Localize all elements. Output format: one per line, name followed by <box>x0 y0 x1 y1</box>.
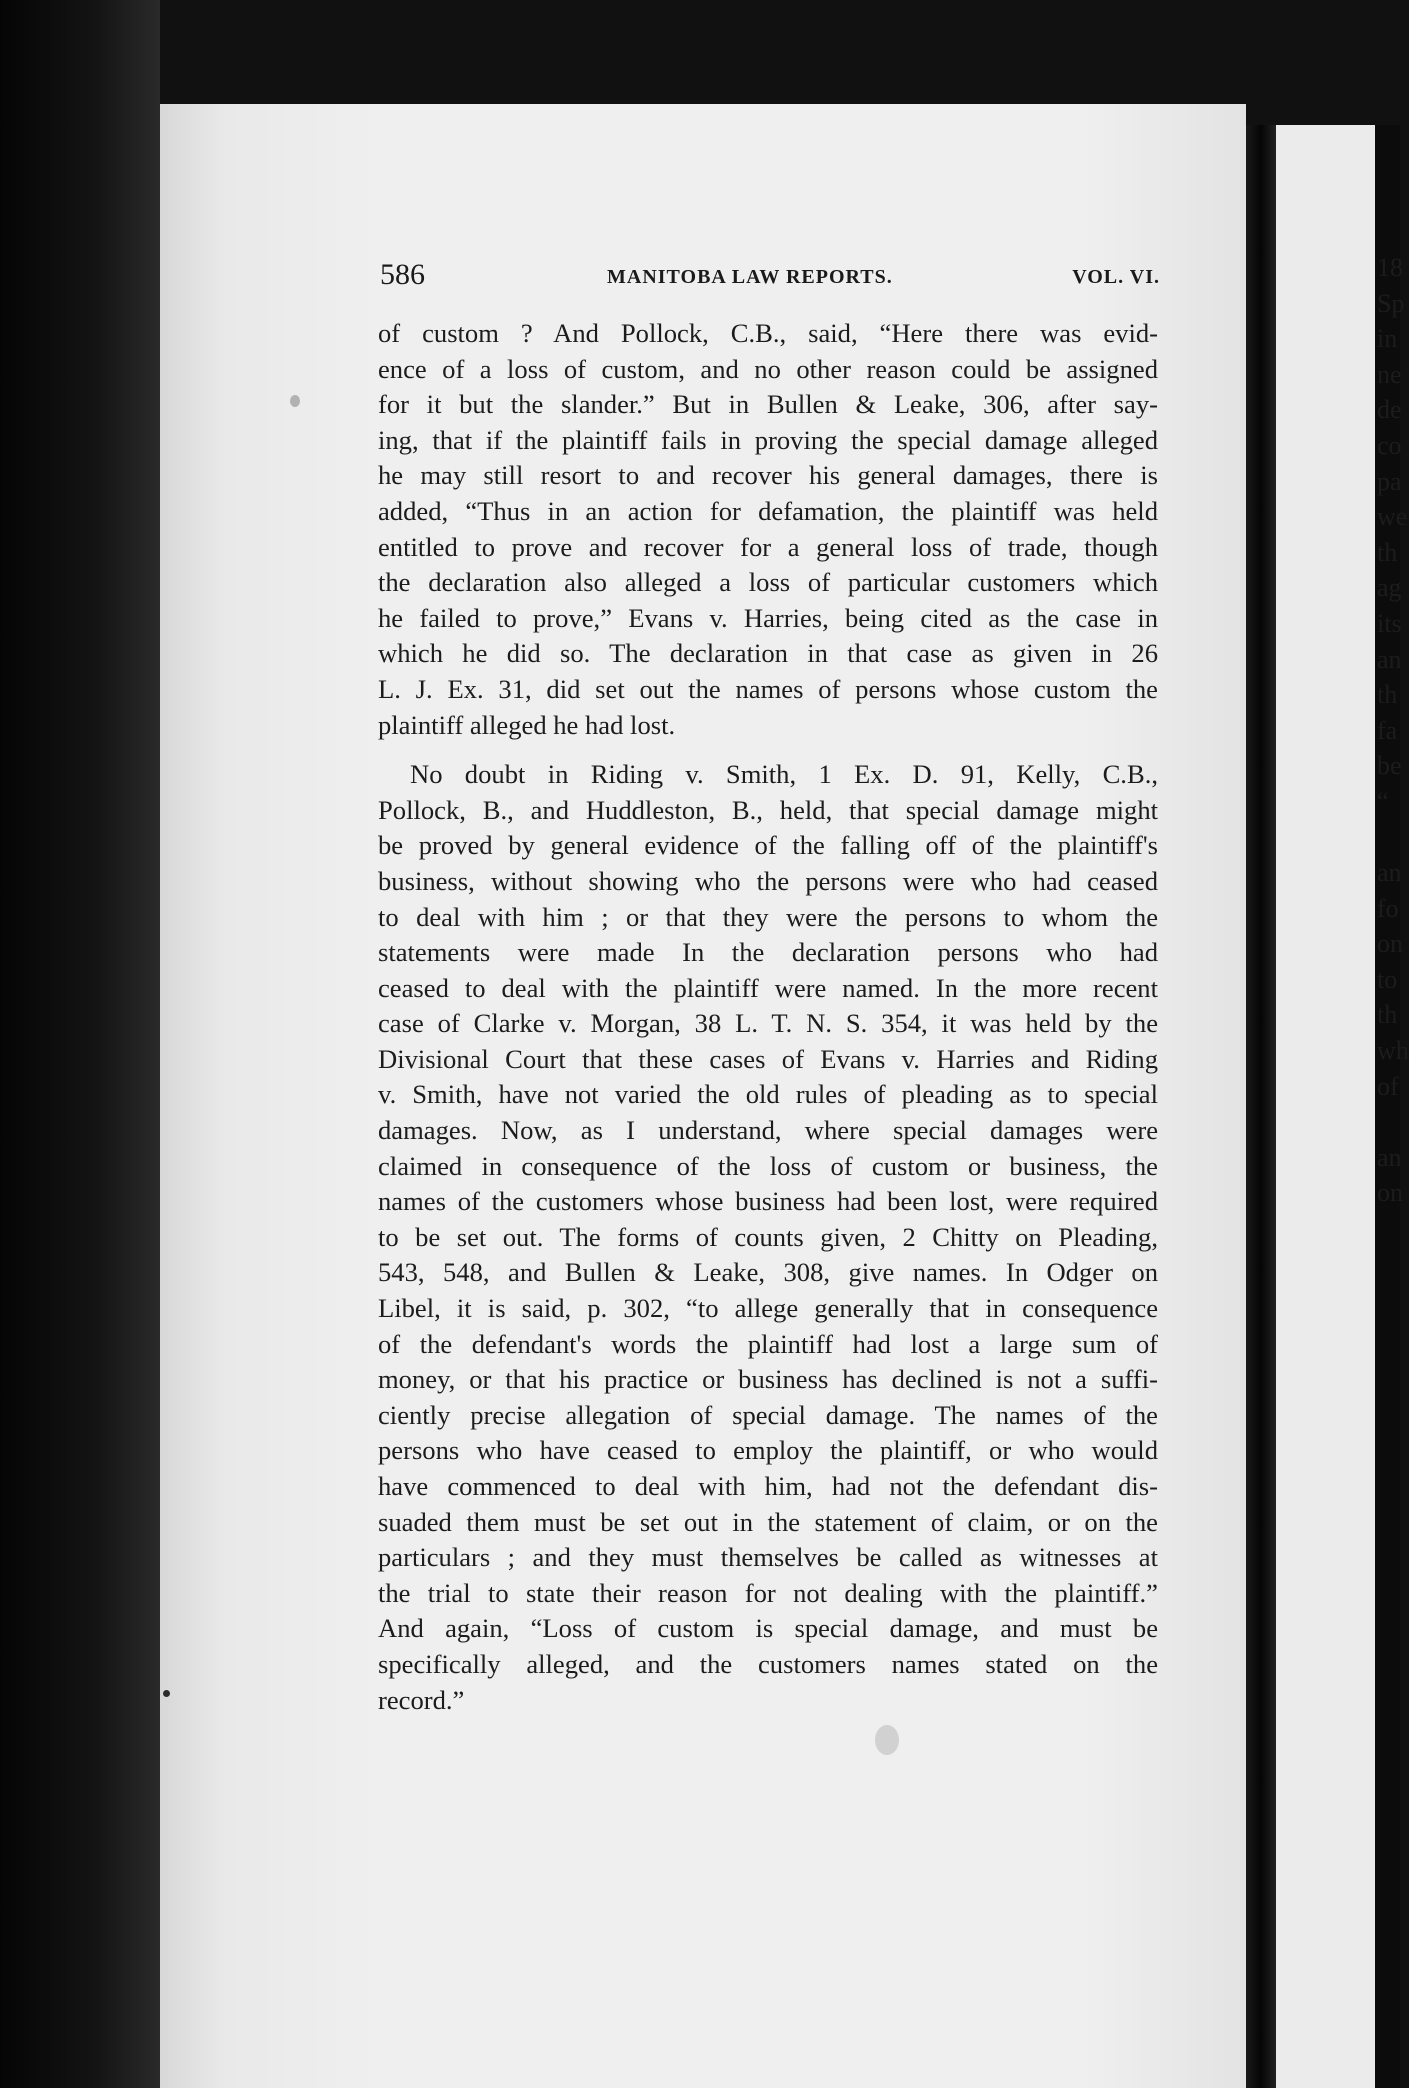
facing-page-text <box>1377 250 1407 1211</box>
text-line: specifically alleged, and the customers names stated on the <box>378 1648 1158 1679</box>
paragraph-gap <box>378 743 1158 757</box>
text-line: damages. Now, as I understand, where special damages were <box>378 1115 1158 1146</box>
text-line: he may still resort to and recover his general damages, there is <box>378 460 1158 491</box>
facing-page-fragment: an <box>1377 1142 1402 1172</box>
page-number: 586 <box>380 258 425 291</box>
page-blemish <box>163 1690 170 1697</box>
text-line: plaintiff alleged he had lost. <box>378 709 676 740</box>
facing-page-fragment: th <box>1377 1000 1398 1030</box>
text-line: case of Clarke v. Morgan, 38 L. T. N. S. 354, it was held by the <box>378 1008 1158 1039</box>
text-line: to be set out. The forms of counts given, 2 Chitty on Pleading, <box>378 1221 1158 1252</box>
book-gutter <box>1246 125 1276 2088</box>
volume-label: VOL. VI. <box>1072 266 1160 288</box>
text-line: names of the customers whose business had been lost, were required <box>378 1186 1158 1217</box>
text-line: statements were made In the declaration persons who had <box>378 937 1158 968</box>
text-line: No doubt in Riding v. Smith, 1 Ex. D. 91, Kelly, C.B., <box>410 759 1158 790</box>
facing-page-fragment: Sp <box>1377 288 1405 318</box>
facing-page-fragment: be <box>1377 751 1402 781</box>
facing-page-fragment: fo <box>1377 893 1399 923</box>
text-line: And again, “Loss of custom is special damage, and must be <box>378 1613 1158 1644</box>
facing-page-fragment: co <box>1377 430 1402 460</box>
text-line: 543, 548, and Bullen & Leake, 308, give names. In Odger on <box>378 1257 1158 1288</box>
facing-page-fragment: an <box>1377 858 1402 888</box>
paragraph <box>378 316 1158 743</box>
text-line: Libel, it is said, p. 302, “to allege generally that in consequence <box>378 1293 1158 1324</box>
text-line: money, or that his practice or business has declined is not a suffi- <box>378 1364 1158 1395</box>
binding-shadow <box>0 0 160 2088</box>
text-line: v. Smith, have not varied the old rules of pleading as to special <box>378 1079 1158 1110</box>
paragraph <box>378 757 1158 1718</box>
text-line: of custom ? And Pollock, C.B., said, “Here there was evid- <box>378 318 1158 348</box>
facing-page-fragment: pa <box>1377 466 1402 496</box>
text-line: of the defendant's words the plaintiff had lost a large sum of <box>378 1328 1158 1359</box>
text-line: to deal with him ; or that they were the persons to whom the <box>378 901 1158 932</box>
text-line: the declaration also alleged a loss of particular customers which <box>378 567 1158 598</box>
text-line: Pollock, B., and Huddleston, B., held, that special damage might <box>378 794 1158 825</box>
text-line: suaded them must be set out in the statement of claim, or on the <box>378 1506 1158 1537</box>
text-line: claimed in consequence of the loss of custom or business, the <box>378 1150 1158 1181</box>
text-line: the trial to state their reason for not dealing with the plaintiff.” <box>378 1577 1158 1608</box>
facing-page-fragment: on <box>1377 1178 1403 1208</box>
facing-page-fragment: fa <box>1377 715 1398 745</box>
text-line: be proved by general evidence of the falling off of the plaintiff's <box>378 830 1158 861</box>
facing-page-fragment: 18 <box>1377 253 1403 282</box>
facing-page-fragment: we <box>1377 502 1408 532</box>
facing-page-fragment: an <box>1377 644 1402 674</box>
facing-page-fragment: th <box>1377 537 1398 567</box>
facing-page-fragment: de <box>1377 395 1402 425</box>
page-header <box>380 258 1160 298</box>
text-line: which he did so. The declaration in that case as given in 26 <box>378 638 1158 669</box>
text-line: entitled to prove and recover for a general loss of trade, though <box>378 531 1158 562</box>
facing-page-fragment <box>1377 1104 1407 1140</box>
text-line: ciently precise allegation of special damage. The names of the <box>378 1399 1158 1430</box>
facing-page-fragment: wh <box>1377 1036 1409 1066</box>
text-line: Divisional Court that these cases of Evans v. Harries and Riding <box>378 1043 1158 1074</box>
facing-page-fragment: ag <box>1377 573 1402 603</box>
text-line: ceased to deal with the plaintiff were named. In the more recent <box>378 972 1158 1003</box>
facing-page-fragment: of <box>1377 1071 1399 1101</box>
text-line: persons who have ceased to employ the plaintiff, or who would <box>378 1435 1158 1466</box>
text-line: added, “Thus in an action for defamation, the plaintiff was held <box>378 495 1158 526</box>
text-line: L. J. Ex. 31, did set out the names of persons whose custom the <box>378 673 1158 704</box>
facing-page-fragment: its <box>1377 608 1402 638</box>
text-line: business, without showing who the persons were who had ceased <box>378 865 1158 896</box>
page-blemish <box>875 1725 899 1755</box>
running-head: MANITOBA LAW REPORTS. <box>607 266 893 288</box>
page-body <box>378 316 1158 1718</box>
text-line: record.” <box>378 1684 465 1715</box>
facing-page-fragment: on <box>1377 929 1403 959</box>
facing-page-fragment: in <box>1377 324 1398 354</box>
text-line: ing, that if the plaintiff fails in proving the special damage alleged <box>378 424 1158 455</box>
page-blemish <box>290 395 300 407</box>
text-line: ence of a loss of custom, and no other reason could be assigned <box>378 353 1158 384</box>
facing-page-fragment: to <box>1377 964 1398 994</box>
facing-page-fragment: th <box>1377 680 1398 710</box>
facing-page-fragment: “ <box>1377 786 1389 816</box>
facing-page-fragment: ne <box>1377 359 1402 389</box>
text-line: particulars ; and they must themselves be called as witnesses at <box>378 1542 1158 1573</box>
text-line: he failed to prove,” Evans v. Harries, being cited as the case in <box>378 602 1158 633</box>
facing-page-fragment <box>1377 820 1407 856</box>
text-line: have commenced to deal with him, had not the defendant dis- <box>378 1471 1158 1501</box>
text-line: for it but the slander.” But in Bullen & Leake, 306, after say- <box>378 389 1158 420</box>
